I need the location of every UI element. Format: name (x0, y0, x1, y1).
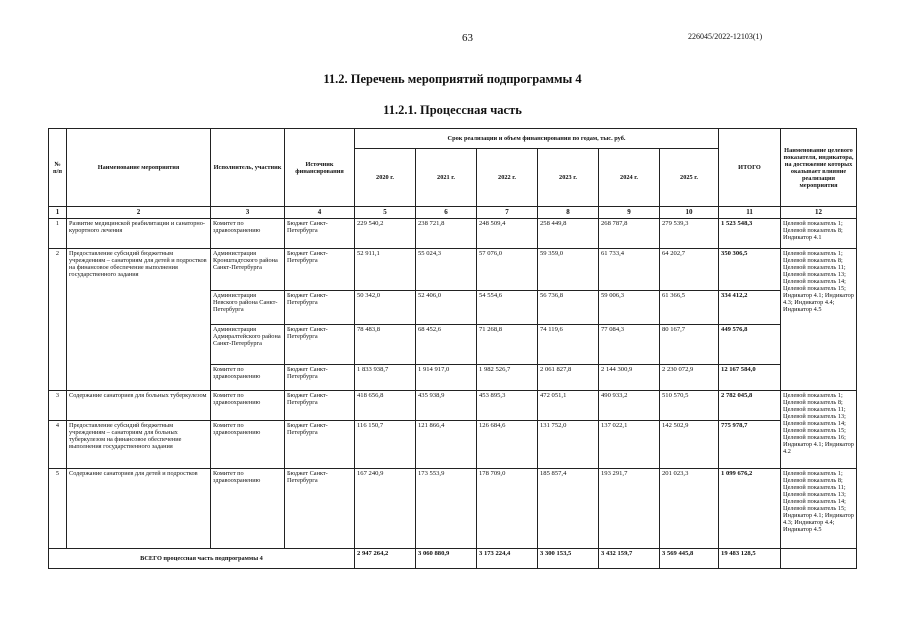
funding-source: Бюджет Санкт-Петербурга (285, 391, 355, 421)
funding-source: Бюджет Санкт-Петербурга (285, 291, 355, 325)
header-period: Срок реализации и объем финансирования по годам, тыс. руб. (355, 129, 719, 149)
value-total: 350 306,5 (719, 249, 781, 291)
total-2020: 2 947 264,2 (355, 549, 416, 569)
totals-label: ВСЕГО процессная часть подпрограммы 4 (49, 549, 355, 569)
column-number: 5 (355, 207, 416, 219)
total-2022: 3 173 224,4 (477, 549, 538, 569)
indicators: Целевой показатель 1; Целевой показатель 8; Целевой показатель 11; Целевой показатель 13; Целевой показатель 14; Целевой показатель 15; Индикатор 4.1; Индикатор 4.3; Индикатор 4.4; Индикатор 4.5 (781, 469, 857, 549)
column-number: 3 (211, 207, 285, 219)
indicators: Целевой показатель 1; Целевой показатель 8; Индикатор 4.1 (781, 219, 857, 249)
value-total: 12 167 584,0 (719, 365, 781, 391)
funding-source: Бюджет Санкт-Петербурга (285, 365, 355, 391)
executor: Администрация Кронштадтского района Санкт-Петербурга (211, 249, 285, 291)
value-2025: 510 570,5 (660, 391, 719, 421)
value-2022: 1 982 526,7 (477, 365, 538, 391)
value-2020: 418 656,8 (355, 391, 416, 421)
row-number: 4 (49, 421, 67, 469)
measure-name: Предоставление субсидий бюджетным учреждениям – санаториям для детей и подростков на финансовое обеспечение выполнения государственного задания (67, 249, 211, 391)
value-2025: 2 230 072,9 (660, 365, 719, 391)
column-number: 1 (49, 207, 67, 219)
executor: Администрация Адмиралтейского района Санкт-Петербурга (211, 325, 285, 365)
header-num: № п/п (49, 129, 67, 207)
table-row (49, 249, 857, 291)
value-2023: 472 051,1 (538, 391, 599, 421)
indicators: Целевой показатель 1; Целевой показатель 8; Целевой показатель 11; Целевой показатель 13; Целевой показатель 14; Целевой показатель 15; Целевой показатель 16; Индикатор 4.1; Индикатор 4.2 (781, 391, 857, 469)
value-2022: 54 554,6 (477, 291, 538, 325)
value-2020: 52 911,1 (355, 249, 416, 291)
value-2020: 78 483,8 (355, 325, 416, 365)
row-number: 2 (49, 249, 67, 391)
value-2020: 116 150,7 (355, 421, 416, 469)
value-2024: 77 084,3 (599, 325, 660, 365)
value-2024: 59 006,3 (599, 291, 660, 325)
value-2022: 178 709,0 (477, 469, 538, 549)
header-year: 2025 г. (660, 149, 719, 207)
column-number: 4 (285, 207, 355, 219)
value-2023: 74 119,6 (538, 325, 599, 365)
column-number: 11 (719, 207, 781, 219)
executor: Комитет по здравоохранению (211, 421, 285, 469)
measure-name: Развитие медицинской реабилитации и санаторно-курортного лечения (67, 219, 211, 249)
grand-total: 19 483 128,5 (719, 549, 781, 569)
value-2021: 1 914 917,0 (416, 365, 477, 391)
value-total: 775 978,7 (719, 421, 781, 469)
column-number: 12 (781, 207, 857, 219)
value-2024: 193 291,7 (599, 469, 660, 549)
empty-cell (781, 549, 857, 569)
section-title: 11.2. Перечень мероприятий подпрограммы 4 (323, 72, 582, 86)
value-2021: 238 721,8 (416, 219, 477, 249)
total-2021: 3 060 880,9 (416, 549, 477, 569)
value-total: 449 576,8 (719, 325, 781, 365)
page-number: 63 (462, 32, 473, 44)
value-2022: 453 895,3 (477, 391, 538, 421)
executor: Администрация Невского района Санкт-Петербурга (211, 291, 285, 325)
header-executor: Исполнитель, участник (211, 129, 285, 207)
table-row (49, 421, 857, 469)
value-2022: 248 509,4 (477, 219, 538, 249)
funding-source: Бюджет Санкт-Петербурга (285, 219, 355, 249)
value-2023: 56 736,8 (538, 291, 599, 325)
value-2023: 131 752,0 (538, 421, 599, 469)
value-2024: 137 022,1 (599, 421, 660, 469)
value-2020: 167 240,9 (355, 469, 416, 549)
column-number: 9 (599, 207, 660, 219)
header-indicator: Наименование целевого показателя, индикатора, на достижение которых оказывает влияние реализация мероприятия (781, 129, 857, 207)
executor: Комитет по здравоохранению (211, 469, 285, 549)
value-2025: 80 167,7 (660, 325, 719, 365)
column-number: 10 (660, 207, 719, 219)
indicators: Целевой показатель 1; Целевой показатель 8; Целевой показатель 11; Целевой показатель 13; Целевой показатель 14; Целевой показатель 15; Индикатор 4.1; Индикатор 4.3; Индикатор 4.4; Индикатор 4.5 (781, 249, 857, 391)
header-year: 2022 г. (477, 149, 538, 207)
value-2021: 68 452,6 (416, 325, 477, 365)
measure-name: Содержание санаториев для детей и подростков (67, 469, 211, 549)
value-2025: 279 539,3 (660, 219, 719, 249)
value-2024: 268 787,8 (599, 219, 660, 249)
value-total: 2 782 045,8 (719, 391, 781, 421)
value-2022: 57 076,0 (477, 249, 538, 291)
value-2023: 2 061 827,8 (538, 365, 599, 391)
funding-source: Бюджет Санкт-Петербурга (285, 249, 355, 291)
header-source: Источник финансирования (285, 129, 355, 207)
value-2025: 142 502,9 (660, 421, 719, 469)
funding-source: Бюджет Санкт-Петербурга (285, 325, 355, 365)
value-2024: 490 933,2 (599, 391, 660, 421)
value-2021: 121 866,4 (416, 421, 477, 469)
header-year: 2023 г. (538, 149, 599, 207)
executor: Комитет по здравоохранению (211, 219, 285, 249)
funding-source: Бюджет Санкт-Петербурга (285, 421, 355, 469)
value-2021: 435 938,9 (416, 391, 477, 421)
value-2022: 71 268,8 (477, 325, 538, 365)
table-row (49, 219, 857, 249)
subsection-title: 11.2.1. Процессная часть (383, 103, 522, 117)
row-number: 5 (49, 469, 67, 549)
value-2025: 64 202,7 (660, 249, 719, 291)
totals-row (49, 549, 857, 569)
value-2023: 185 857,4 (538, 469, 599, 549)
value-total: 1 099 676,2 (719, 469, 781, 549)
value-2023: 59 359,0 (538, 249, 599, 291)
measures-table (48, 128, 857, 569)
value-2023: 258 449,8 (538, 219, 599, 249)
value-2021: 52 406,0 (416, 291, 477, 325)
table-row (49, 391, 857, 421)
value-2024: 61 733,4 (599, 249, 660, 291)
funding-source: Бюджет Санкт-Петербурга (285, 469, 355, 549)
header-total: ИТОГО (719, 129, 781, 207)
value-2024: 2 144 300,9 (599, 365, 660, 391)
value-2021: 55 024,3 (416, 249, 477, 291)
value-total: 1 523 548,3 (719, 219, 781, 249)
header-name: Наименование мероприятия (67, 129, 211, 207)
header-year: 2021 г. (416, 149, 477, 207)
executor: Комитет по здравоохранению (211, 365, 285, 391)
total-2023: 3 300 153,5 (538, 549, 599, 569)
value-2021: 173 553,9 (416, 469, 477, 549)
value-2020: 229 540,2 (355, 219, 416, 249)
value-2025: 61 366,5 (660, 291, 719, 325)
header-year: 2020 г. (355, 149, 416, 207)
header-year: 2024 г. (599, 149, 660, 207)
document-id: 226045/2022-12103(1) (688, 32, 763, 41)
table-row (49, 469, 857, 549)
value-2025: 201 023,3 (660, 469, 719, 549)
measure-name: Содержание санаториев для больных туберкулезом (67, 391, 211, 421)
column-number: 6 (416, 207, 477, 219)
column-number: 7 (477, 207, 538, 219)
total-2024: 3 432 159,7 (599, 549, 660, 569)
row-number: 1 (49, 219, 67, 249)
column-number: 2 (67, 207, 211, 219)
measure-name: Предоставление субсидий бюджетным учреждениям – санаториям для больных туберкулезом на финансовое обеспечение выполнения государственного задания (67, 421, 211, 469)
executor: Комитет по здравоохранению (211, 391, 285, 421)
value-2020: 50 342,0 (355, 291, 416, 325)
value-total: 334 412,2 (719, 291, 781, 325)
value-2022: 126 684,6 (477, 421, 538, 469)
value-2020: 1 833 938,7 (355, 365, 416, 391)
column-number: 8 (538, 207, 599, 219)
total-2025: 3 569 445,8 (660, 549, 719, 569)
row-number: 3 (49, 391, 67, 421)
